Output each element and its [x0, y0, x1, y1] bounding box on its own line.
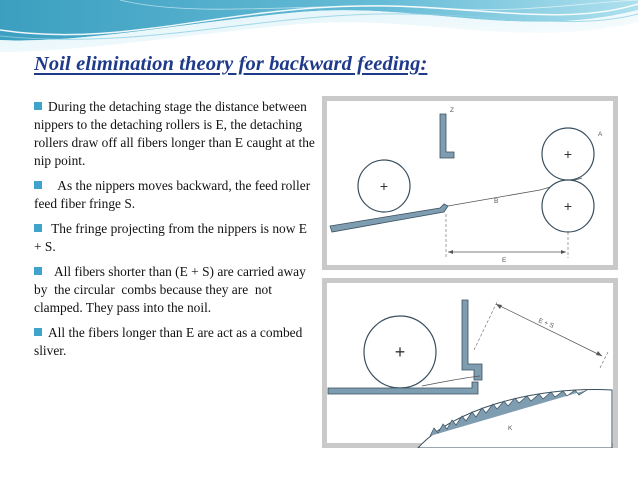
- feed-roller-plus: +: [379, 178, 389, 194]
- backward-feeding-diagram: [322, 278, 618, 448]
- dimension-es-line: [496, 304, 602, 356]
- dimension-es-right-guide: [600, 352, 608, 368]
- label-z: Z: [450, 107, 454, 114]
- bullet-item: [34, 177, 316, 213]
- backward-feeding-drawing: [322, 278, 618, 448]
- detaching-roller-top-plus: +: [563, 146, 573, 162]
- dimension-es-left-guide: [474, 300, 498, 350]
- bullet-square-icon: [34, 267, 42, 275]
- detaching-roller-bottom-plus: +: [563, 198, 573, 214]
- bullet-text: During the detaching stage the distance between nippers to the detaching rollers is E, the detaching rollers draw off all fibers longer than E caught at the nip point.: [34, 99, 315, 168]
- detaching-stage-diagram: [322, 96, 618, 270]
- fiber-fringe-line: [422, 376, 480, 386]
- header-wave-decoration: [0, 0, 638, 90]
- label-e-plus-s: E + S: [537, 317, 555, 330]
- bullet-text: All fibers shorter than (E + S) are carried away by the circular combs because they are not clamped. They pass into the noil.: [34, 264, 310, 315]
- label-b: B: [494, 198, 499, 205]
- label-k: K: [508, 425, 513, 432]
- bullet-text: All the fibers longer than E are act as a combed sliver.: [34, 325, 303, 358]
- bullet-square-icon: [34, 102, 42, 110]
- label-a: A: [598, 131, 603, 138]
- detaching-stage-drawing: [322, 96, 618, 270]
- bullet-square-icon: [34, 224, 42, 232]
- feed-roller-plus: +: [394, 342, 406, 362]
- slide-title: Noil elimination theory for backward feeding:: [34, 53, 428, 75]
- bullet-text: As the nippers moves backward, the feed roller feed fiber fringe S.: [34, 178, 314, 211]
- bullet-text: The fringe projecting from the nippers is now E + S.: [34, 221, 311, 254]
- bullet-list: [34, 98, 316, 367]
- bullet-item: [34, 263, 316, 317]
- bullet-item: [34, 220, 316, 256]
- bullet-item: [34, 98, 316, 170]
- bullet-square-icon: [34, 181, 42, 189]
- top-nipper-knife: [440, 114, 454, 158]
- bullet-square-icon: [34, 328, 42, 336]
- bullet-item: [34, 324, 316, 360]
- label-e: E: [502, 257, 507, 264]
